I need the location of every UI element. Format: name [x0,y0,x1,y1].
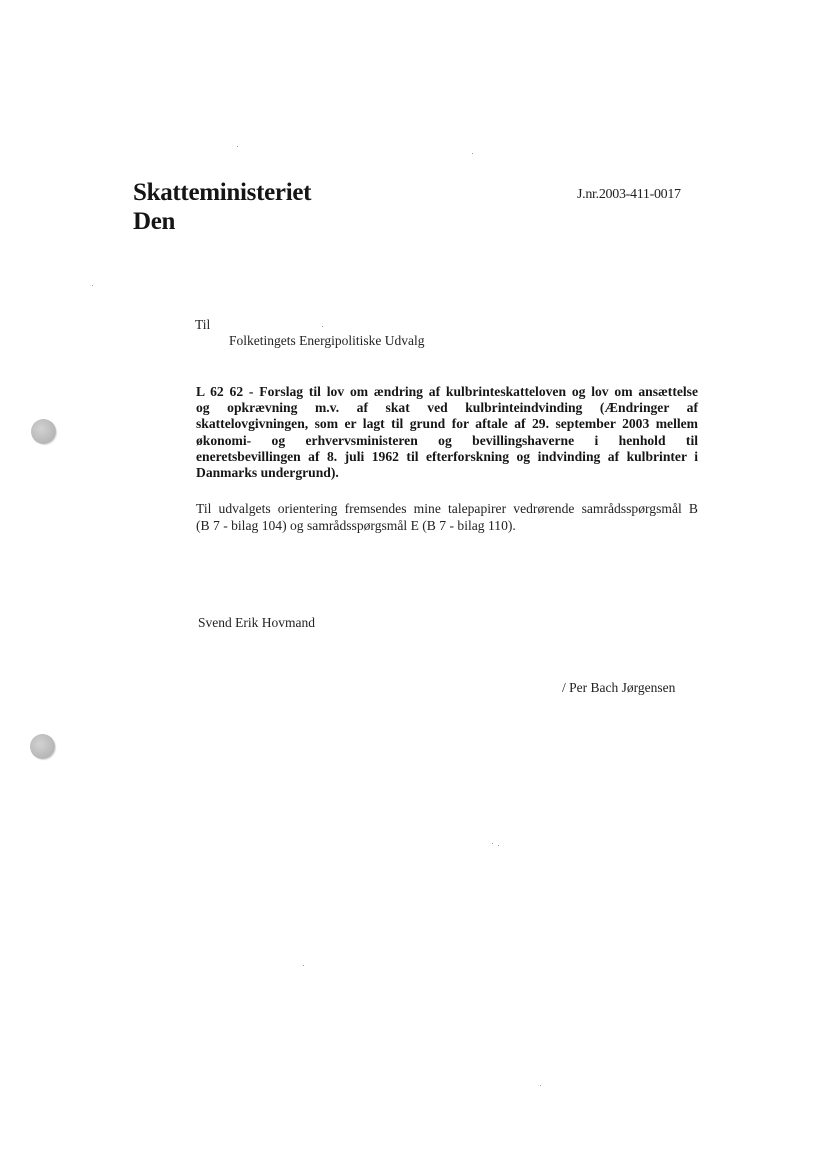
ministry-article: Den [133,208,176,235]
ministry-name: Skatteministeriet [133,179,312,206]
subject-line: Danmarks undergrund). [196,465,339,481]
punch-hole-icon [30,734,55,759]
scan-speck [492,843,493,844]
scan-speck [498,845,499,846]
cosigner-name: / Per Bach Jørgensen [562,680,676,695]
subject-line: økonomi- og erhvervsministeren og bevillingshaverne i henhold til [196,432,698,448]
scan-speck [237,146,238,147]
subject-line: L 62 62 - Forslag til lov om ændring af kulbrinteskatteloven og lov om ansættelse [196,384,698,399]
scan-speck [92,285,93,286]
body-line: (B 7 - bilag 104) og samrådsspørgsmål E (B 7 - bilag 110). [196,518,516,533]
punch-hole-icon [31,419,56,444]
addressee-recipient: Folketingets Energipolitiske Udvalg [229,333,425,348]
signer-name: Svend Erik Hovmand [198,615,315,630]
subject-line: eneretsbevillingen af 8. juli 1962 til efterforskning og indvinding af kulbrinter i [196,448,698,464]
subject-paragraph [196,384,698,481]
scan-speck [472,153,473,154]
ministry-heading [133,178,311,236]
journal-number: J.nr.2003-411-0017 [577,187,681,202]
scan-speck [303,965,304,966]
addressee-prefix: Til [195,317,211,332]
subject-line: og opkrævning m.v. af skat ved kulbrinteindvinding (Ændringer af [196,400,698,416]
body-paragraph [196,500,698,534]
scan-speck [322,326,323,327]
subject-line: skattelovgivningen, som er lagt til grund for aftale af 29. september 2003 mellem [196,416,698,432]
scan-speck [540,1085,541,1086]
body-line: Til udvalgets orientering fremsendes mine talepapirer vedrørende samrådsspørgsmål B [196,501,698,516]
